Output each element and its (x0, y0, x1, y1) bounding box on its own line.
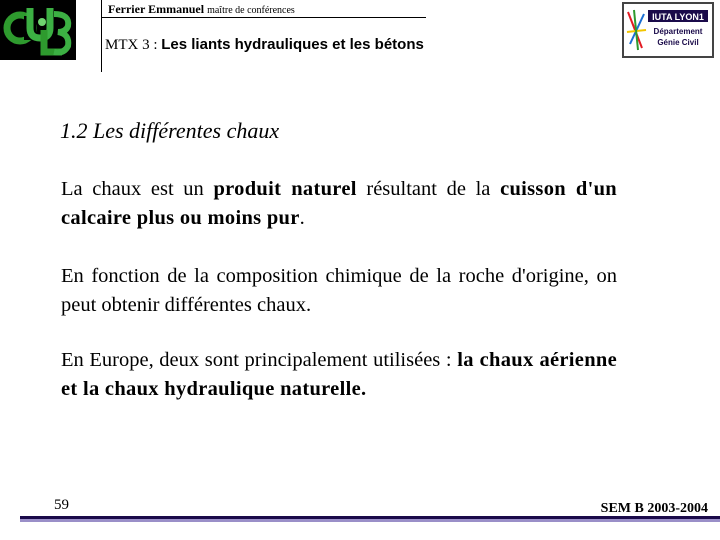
p1-bold-2: cuisson d'un calcaire plus ou moins pur (61, 178, 618, 229)
paragraph-1 (61, 175, 617, 233)
author-line (108, 2, 295, 18)
paragraph-2: En fonction de la composition chimique de la roche d'origine, on peut obtenir différentes chaux. (61, 265, 617, 316)
p3-text-1: En Europe, deux sont principalement utilisées : (61, 349, 458, 371)
footer-text: SEM B 2003-2004 (600, 501, 708, 516)
course-heading (105, 36, 424, 54)
author-role: maître de conférences (207, 5, 295, 16)
course-title: Les liants hydrauliques et les bétons (161, 36, 424, 53)
logo-right-line1: IUTA LYON1 (652, 12, 704, 22)
logo-right-line3: Génie Civil (657, 38, 699, 47)
iut-lyon1-logo (622, 2, 714, 58)
p1-text-2: résultant de la (356, 178, 501, 200)
p3-bold-1: la chaux aérienne et la chaux hydraulique naturelle. (61, 349, 618, 400)
author-name: Ferrier Emmanuel (108, 2, 205, 16)
section-title: 1.2 Les différentes chaux (60, 118, 280, 143)
page-number: 59 (54, 497, 69, 513)
p1-text-3: . (299, 207, 305, 229)
ucbl-logo (0, 0, 76, 60)
header-vertical-rule (101, 0, 102, 72)
p1-text-1: La chaux est un (61, 178, 214, 200)
footer-rule-light (20, 519, 720, 522)
course-code: MTX 3 : (105, 37, 162, 53)
p1-bold-1: produit naturel (213, 178, 357, 200)
paragraph-3 (61, 346, 617, 404)
logo-right-line2: Département (653, 27, 703, 36)
